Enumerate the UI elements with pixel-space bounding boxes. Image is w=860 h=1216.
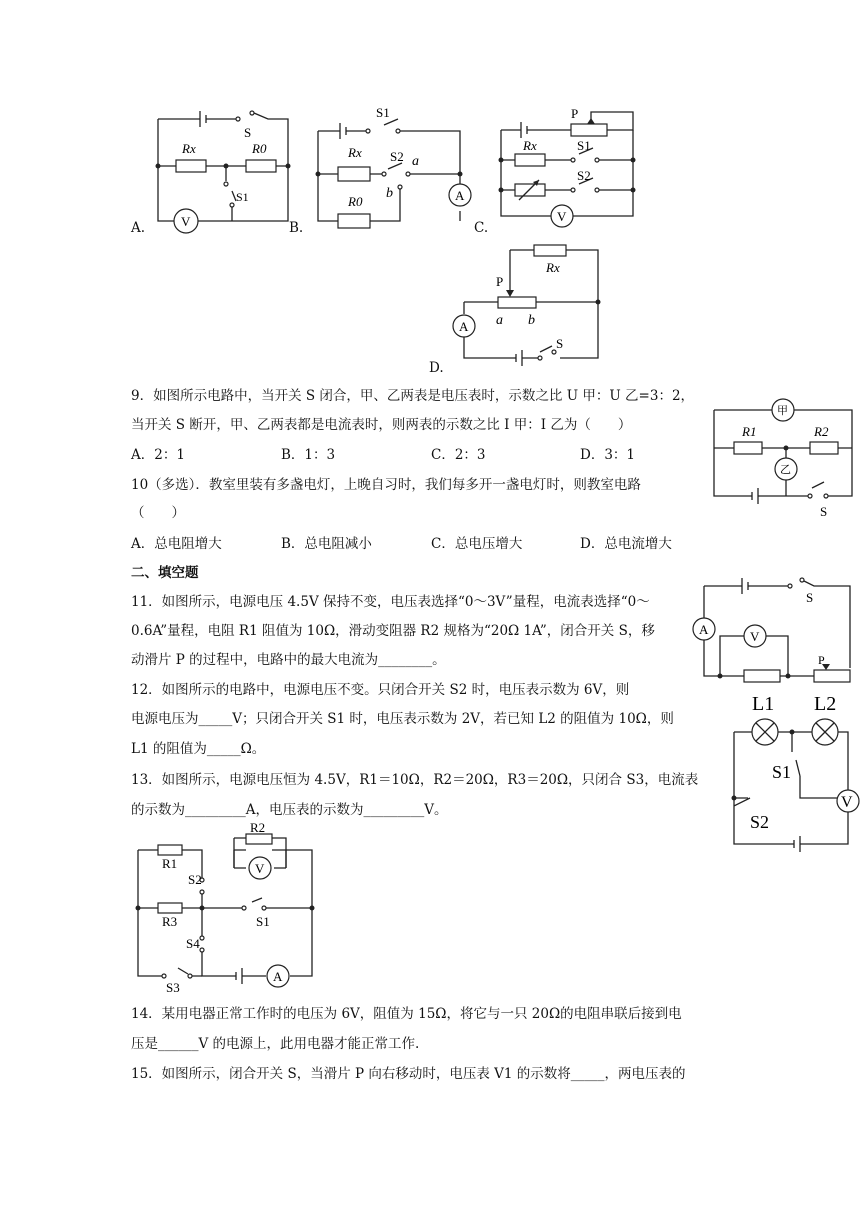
q10-option-d: D．总电流增大 [580, 536, 672, 552]
q9-line1: 9．如图所示电路中，当开关 S 闭合，甲、乙两表是电压表时，示数之比 U 甲：U 乙=3：2， [131, 388, 695, 404]
label-rx: Rx [182, 141, 196, 156]
label-l2: L2 [814, 693, 837, 715]
label-r1: R1 [162, 856, 178, 871]
q13-line2: 的示数为_________A，电压表的示数为_________V。 [131, 802, 448, 818]
ammeter-icon: A [455, 188, 465, 203]
q10-line2: （ ） [131, 505, 185, 521]
label-p: P [496, 274, 504, 289]
q9-option-d: D．3：1 [580, 447, 636, 463]
q9-option-a: A．2：1 [131, 447, 185, 463]
q14-line2: 压是______V 的电源上，此用电器才能正常工作. [131, 1036, 420, 1052]
label-s1: S1 [577, 138, 591, 153]
q10-line1: 10（多选）．教室里装有多盏电灯，上晚自习时，我们每多开一盏电灯时，则教室电路 [131, 477, 641, 493]
ammeter-icon: A [459, 319, 469, 334]
label-s: S [806, 590, 814, 605]
ammeter-icon: A [699, 622, 709, 637]
q11-circuit-figure [690, 576, 850, 688]
label-rx: Rx [348, 145, 362, 160]
label-r0: R0 [348, 194, 363, 209]
q9-line2: 当开关 S 断开，甲、乙两表都是电流表时，则两表的示数之比 I 甲：I 乙为（ ） [131, 417, 632, 433]
label-s1: S1 [376, 105, 390, 120]
voltmeter-icon: V [255, 861, 265, 876]
label-s4: S4 [186, 936, 200, 951]
label-r2: R2 [250, 820, 266, 835]
circuit-figure-a [150, 105, 290, 235]
label-r0: R0 [252, 141, 267, 156]
q13-circuit-figure [134, 820, 324, 995]
label-s2: S2 [188, 872, 202, 887]
label-l1: L1 [752, 693, 775, 715]
circuit-figure-d [450, 242, 610, 367]
label-s1: S1 [236, 190, 249, 204]
label-r2: R2 [814, 424, 829, 439]
label-r1: R1 [742, 424, 757, 439]
circuit-figure-c [495, 100, 635, 225]
circuit-figure-b [310, 103, 475, 228]
label-s1: S1 [772, 762, 792, 782]
label-s2: S2 [390, 149, 404, 164]
q12-line1: 12．如图所示的电路中，电源电压不变。只闭合开关 S2 时，电压表示数为 6V，则 [131, 682, 630, 698]
q12-circuit-figure [722, 688, 852, 848]
voltmeter-icon: V [181, 214, 191, 229]
q11-line1: 11．如图所示，电源电压 4.5V 保持不变，电压表选择“0～3V”量程，电流表选择“0～ [131, 594, 650, 610]
voltmeter-icon: V [750, 629, 760, 644]
label-r3: R3 [162, 914, 178, 929]
label-s3: S3 [166, 980, 180, 995]
label-b: b [528, 313, 535, 328]
q11-line3: 动滑片 P 的过程中，电路中的最大电流为________。 [131, 652, 446, 668]
q9-option-b: B．1：3 [281, 447, 336, 463]
label-a: a [412, 154, 419, 169]
q15-line1: 15．如图所示，闭合开关 S，当滑片 P 向右移动时，电压表 V1 的示数将_____，两电压表的 [131, 1066, 686, 1082]
q11-line2: 0.6A”量程，电阻 R1 阻值为 10Ω，滑动变阻器 R2 规格为“20Ω 1A”，闭合开关 S，移 [131, 623, 655, 639]
q9-circuit-figure [708, 398, 858, 523]
q12-line2: 电源电压为_____V；只闭合开关 S1 时，电压表示数为 2V，若已知 L2 的阻值为 10Ω，则 [131, 711, 674, 727]
meter-yi: 乙 [780, 464, 791, 476]
label-s1: S1 [256, 914, 270, 929]
label-rx: Rx [546, 260, 560, 275]
q12-line3: L1 的阻值为_____Ω。 [131, 741, 266, 757]
section-heading: 二、填空题 [131, 565, 199, 581]
label-rx: Rx [523, 138, 537, 153]
label-s2: S2 [577, 168, 591, 183]
label-p: P [818, 653, 825, 667]
option-a-label: A. [131, 220, 146, 236]
voltmeter-icon: V [841, 794, 853, 811]
option-d-label: D. [429, 360, 444, 376]
ammeter-icon: A [273, 969, 283, 984]
label-a: a [496, 313, 503, 328]
q9-option-c: C．2：3 [431, 447, 486, 463]
label-s: S [244, 125, 252, 140]
q10-option-b: B．总电阻减小 [281, 536, 372, 552]
voltmeter-icon: V [557, 209, 567, 224]
label-s2: S2 [750, 812, 770, 832]
label-s: S [556, 336, 564, 351]
option-c-label: C. [474, 220, 489, 236]
label-p: P [571, 106, 579, 121]
label-s: S [820, 504, 828, 519]
ammeter-jia: 甲 [777, 405, 788, 417]
q10-option-a: A．总电阻增大 [131, 536, 222, 552]
q14-line1: 14．某用电器正常工作时的电压为 6V，阻值为 15Ω，将它与一只 20Ω的电阻串联后接到电 [131, 1006, 682, 1022]
q10-option-c: C．总电压增大 [431, 536, 523, 552]
label-b: b [386, 186, 393, 201]
option-b-label: B. [289, 220, 304, 236]
q13-line1: 13．如图所示，电源电压恒为 4.5V，R1＝10Ω，R2＝20Ω，R3＝20Ω，只闭合 S3，电流表 [131, 772, 699, 788]
